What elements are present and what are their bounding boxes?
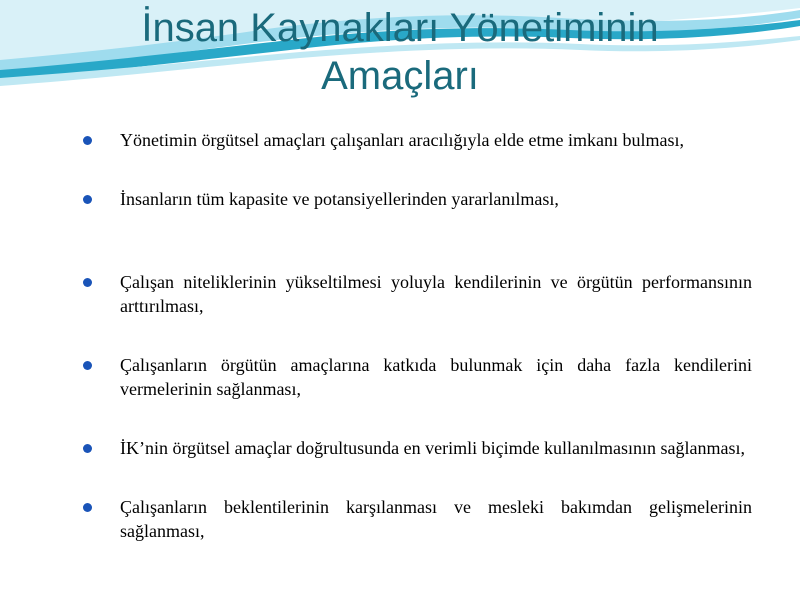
bullet-text: İK’nin örgütsel amaçlar doğrultusunda en verimli biçimde kullanılmasının sağlanması,: [120, 438, 746, 458]
bullet-text: Çalışan niteliklerinin yükseltilmesi yoluyla kendilerinin ve örgütün performansının arttırılması,: [120, 272, 752, 316]
bullet-item: [80, 187, 752, 211]
bullet-item: [80, 128, 752, 152]
slide-title: [40, 4, 760, 100]
bullet-dot-icon: [83, 503, 92, 512]
bullet-item: [80, 436, 752, 460]
bullet-dot-icon: [83, 278, 92, 287]
bullet-item: [80, 353, 752, 401]
bullet-list: [80, 128, 752, 578]
bullet-text: Çalışanların beklentilerinin karşılanması ve mesleki bakımdan gelişmelerinin sağlanması,: [120, 497, 752, 541]
bullet-text: Çalışanların örgütün amaçlarına katkıda bulunmak için daha fazla kendilerini vermelerinin sağlanması,: [120, 355, 752, 399]
bullet-dot-icon: [83, 195, 92, 204]
slide-title-line-1: İnsan Kaynakları Yönetiminin: [141, 6, 659, 50]
bullet-item: [80, 270, 752, 318]
bullet-item: [80, 495, 752, 543]
bullet-dot-icon: [83, 444, 92, 453]
bullet-dot-icon: [83, 361, 92, 370]
bullet-text: Yönetimin örgütsel amaçları çalışanları aracılığıyla elde etme imkanı bulması,: [120, 130, 684, 150]
bullet-dot-icon: [83, 136, 92, 145]
slide-title-line-2: Amaçları: [321, 54, 479, 98]
bullet-text: İnsanların tüm kapasite ve potansiyellerinden yararlanılması,: [120, 189, 559, 209]
